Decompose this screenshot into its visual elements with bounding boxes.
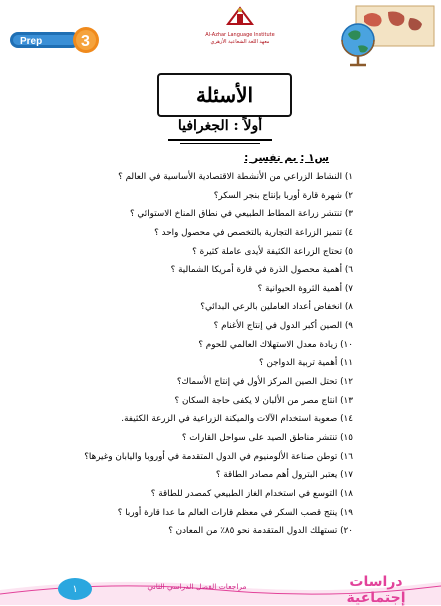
question-item: ١١) أهمية تربية الدواجن ؟ bbox=[259, 358, 353, 369]
subtitle-underline bbox=[168, 139, 272, 141]
question-item: ٢) شهرة قارة أوربا بإنتاج بنجر السكر؟ bbox=[213, 190, 353, 201]
question-item: ١٩) ينتج قصب السكر في معظم قارات العالم ما عدا قارة أوربا ؟ bbox=[117, 507, 353, 518]
questions-list bbox=[53, 168, 353, 541]
subtitle-underline-thin bbox=[180, 143, 260, 144]
question-item: ٣) تنتشر زراعة المطاط الطبيعي في نطاق المناخ الاستوائي ؟ bbox=[129, 209, 353, 220]
question-item: ١٧) يعتبر البترول أهم مصادر الطاقة ؟ bbox=[215, 470, 353, 481]
question-item: ٧) أهمية الثروة الحيوانية ؟ bbox=[257, 283, 353, 294]
question-item: ١٣) انتاج مصر من الألبان لا يكفى حاجة السكان ؟ bbox=[174, 395, 353, 406]
section-subtitle: أولاً : الجغرافيا bbox=[177, 118, 263, 134]
page-number: ١ bbox=[58, 578, 92, 600]
prep-label: Prep bbox=[20, 36, 43, 47]
question-heading: س١ : بم تفسر : bbox=[244, 152, 329, 164]
grade-badge bbox=[10, 26, 102, 54]
question-item: ١٤) صعوبة استخدام الآلات والميكنة الزراعية في الزرعة الكثيفة. bbox=[121, 414, 353, 425]
school-emblem-icon bbox=[226, 4, 254, 26]
question-item: ١٨) التوسع في استخدام الغاز الطبيعي كمصدر للطاقة ؟ bbox=[150, 488, 353, 499]
school-logo bbox=[200, 2, 280, 50]
question-item: ٤) تتميز الزراعة التجارية بالتخصص في محصول واحد ؟ bbox=[154, 227, 353, 238]
question-item: ٥) تحتاج الزراعة الكثيفة لأيدى عاملة كثيرة ؟ bbox=[192, 246, 353, 257]
question-item: ٦) أهمية محصول الذرة في قارة أمريكا الشمالية ؟ bbox=[170, 265, 353, 276]
globe-map-icon bbox=[336, 4, 436, 68]
grade-number: 3 bbox=[81, 33, 90, 50]
school-name-en: Al-Azhar Language Institute bbox=[205, 32, 275, 38]
school-name-ar: معهد اللغة الشعاعية الأزهري bbox=[210, 39, 270, 45]
question-item: ١٢) تحتل الصين المركز الأول في إنتاج الأسماك؟ bbox=[176, 377, 353, 388]
question-item: ٢٠) تستهلك الدول المتقدمة نحو ٨٥٪ من المعادن ؟ bbox=[168, 526, 353, 537]
footer-brand: دراسات إجتماعية bbox=[346, 574, 406, 606]
question-item: ٩) الصين أكبر الدول في إنتاج الأغنام ؟ bbox=[213, 321, 353, 332]
question-item: ١٠) زيادة معدل الاستهلاك العالمي للحوم ؟ bbox=[198, 339, 353, 350]
question-item: ١٥) تنتشر مناطق الصيد على سواحل القارات ؟ bbox=[181, 432, 353, 443]
question-item: ١٦) توطن صناعة الألومنيوم في الدول المتقدمة في أوروبا واليابان وغيرها؟ bbox=[84, 451, 353, 462]
question-item: ١) النشاط الزراعي من الأنشطة الاقتصادية الأساسية في العالم ؟ bbox=[118, 172, 353, 182]
question-item: ٨) انخفاض أعداد العاملين بالرعي البدائي؟ bbox=[200, 302, 353, 313]
page-title: الأسئلة bbox=[157, 73, 292, 117]
footer-caption: مراجعات الفصل الدراسي الثاني bbox=[147, 582, 247, 591]
